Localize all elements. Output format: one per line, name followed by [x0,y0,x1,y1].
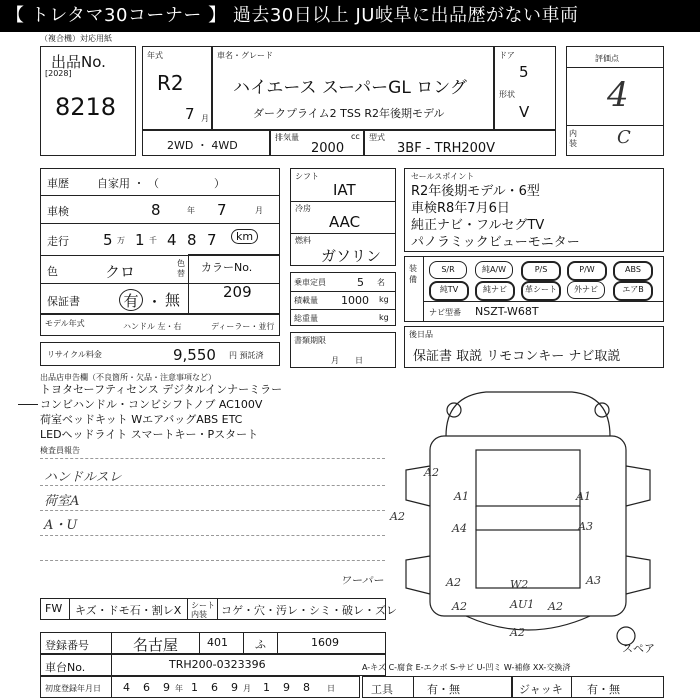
damage-mark: A3 [578,520,593,533]
after-sale-label: 後日品 [409,330,433,339]
lot-number: 8218 [55,93,117,121]
year-month: 7 [185,105,195,123]
warranty-selected: 有 [119,289,143,311]
inspection-month: 7 [217,201,227,219]
reg-date-digit: 6 [143,681,150,694]
header-title: 【 トレタマ30コーナー 】 過去30日以上 JU岐阜に出品歴がない車両 [6,5,579,26]
recycle-unit: 円 預託済 [229,351,264,360]
weight-unit: kg [379,313,389,322]
tools-box [362,676,512,698]
notes-line: LEDヘッドライト スマートキー・Pスタート [40,428,259,441]
lot-label: 出品No. [51,53,106,71]
displacement-value: 2000 [311,141,345,156]
defect-interior: コゲ・穴・汚レ・シミ・破レ・ズレ [221,604,397,617]
registration-city: 名古屋 [133,636,179,654]
inspector-label: 検査員報告 [40,446,80,455]
shape-label: 形状 [499,90,515,99]
load-label: 積載量 [294,296,318,305]
recycle-value: 9,550 [173,346,216,364]
diagram-side-label: A2 [424,466,439,479]
damage-mark: A2 [452,600,467,613]
year-era: R2 [157,71,184,95]
jack-label: ジャッキ [519,683,563,696]
notes-line: トヨタセーフティセンス デジタルインナーミラー [40,383,283,396]
inspector-line: A・U [44,518,78,533]
drive-value: 2WD ・ 4WD [167,139,238,152]
displacement-unit: cc [351,132,360,141]
inspector-line: ハンドルスレ [44,470,122,485]
displacement-label: 排気量 [275,133,299,142]
reg-date-digit: 8 [303,681,310,694]
inspection-label: 車検 [47,205,69,218]
defect-seat-label: シート内装 [191,601,215,619]
model-type-box [364,130,556,156]
reg-date-digit: 9 [283,681,290,694]
registration-class: 401 [207,636,228,649]
mileage-digit-4: 8 [187,231,197,249]
sales-point-lines [411,183,580,251]
equip-tv: 純TV [429,281,469,301]
sales-point-line: 車検R8年7月6日 [411,201,510,216]
sales-point-line: 純正ナビ・フルセグTV [411,218,545,233]
color-label: 色 [47,265,58,278]
lot-box [40,46,136,156]
year-month-unit: 月 [201,114,209,123]
equip-power-steering: P/S [521,261,561,281]
year-label: 年式 [147,51,163,60]
equip-sunroof: S/R [429,261,467,279]
color-value: クロ [105,263,136,281]
color-change-label: 色替 [177,259,185,278]
damage-mark: A2 [390,510,405,523]
sales-point-label: セールスポイント [411,172,475,181]
fuel-value: ガソリン [321,247,382,265]
reg-date-unit: 月 [243,684,251,693]
warranty-none: 無 [165,291,181,309]
equip-aftermarket-navi: 外ナビ [567,281,605,299]
shift-label: シフト [295,172,319,181]
diagram-side-label: ワーパー [340,574,384,587]
car-damage-diagram [396,380,686,650]
shape-value: V [519,103,530,121]
registration-kana: ふ [255,638,266,651]
year-box [142,46,212,130]
damage-mark: A2 [548,600,563,613]
weight-label: 総重量 [294,314,318,323]
doc-deadline-label: 書類期限 [294,336,326,345]
mileage-digit-2: 1 [135,231,145,249]
mechanical-box [290,168,396,266]
history-value: 自家用 ・ （ ） [97,177,225,190]
reg-date-digit: 1 [263,681,270,694]
ac-value: AAC [329,213,361,231]
ac-label: 冷房 [295,204,311,213]
color-code-label: カラーNo. [201,261,253,274]
reg-date-digit: 6 [211,681,218,694]
sales-point-line: R2年後期モデル・6型 [411,184,540,199]
after-sale-box [404,326,664,368]
damage-mark: A3 [586,574,601,587]
defects-row [40,598,397,620]
defect-exterior: キズ・ドモ石・割レX [75,604,182,617]
navi-value: NSZT-W68T [475,305,539,318]
damage-mark: A4 [452,522,467,535]
damage-mark: W2 [510,578,529,591]
load-value: 1000 [341,294,369,307]
score-value: 4 [607,75,629,115]
tools-value: 有・無 [427,683,460,696]
handle-value: ハンドル 左・右 [123,322,182,331]
model-label: 車名・グレード [217,51,273,60]
model-sub: ダークプライム2 TSS R2年後期モデル [253,107,445,120]
model-type-value: 3BF - TRH200V [397,141,496,156]
displacement-box [270,130,364,156]
chassis-value: TRH200-0323396 [169,658,266,671]
mileage-unit: km [231,229,258,244]
registration-label: 登録番号 [45,639,89,652]
dealer-value: ディーラー・並行 [211,322,275,331]
equip-alloy-wheel: 純A/W [475,261,513,279]
mileage-digit-1: 5 [103,231,113,249]
doors-value: 5 [519,63,529,81]
notes-line: 荷室ベッドキット WエアバッグABS ETC [40,413,243,426]
score-box [566,46,664,156]
doors-label: ドア [499,51,515,60]
inspection-year-unit: 年 [187,206,195,215]
capacity-unit: 名 [377,278,385,287]
navi-label: ナビ型番 [429,308,461,317]
fuel-label: 燃料 [295,236,311,245]
damage-mark: AU1 [510,598,535,611]
chassis-row [40,654,386,676]
equip-abs: ABS [613,261,653,281]
reg-date-digit: 9 [231,681,238,694]
notes-line: コンビハンドル・コンビシフトノブ AC100V [40,398,263,411]
model-year-label: モデル年式 [45,319,85,328]
damage-mark: A1 [576,490,591,503]
reg-date-label: 初度登録年月日 [45,684,101,693]
warranty-dot: ・ [147,293,163,311]
capacity-value: 5 [357,276,364,289]
top-note: （複合機）対応用紙 [40,34,112,43]
mileage-digit-3: 4 [167,231,177,249]
equip-navi: 純ナビ [475,281,515,301]
damage-mark: A1 [454,490,469,503]
model-type-label: 型式 [369,133,385,142]
mileage-label: 走行 [47,235,69,248]
color-code-value: 209 [223,283,252,301]
model-box [212,46,494,130]
reg-date-digit: 4 [123,681,130,694]
recycle-label: リサイクル料金 [47,350,102,359]
notes-lines [40,382,282,442]
capacity-label: 乗車定員 [294,278,326,287]
mileage-unit-man: 万 [117,236,125,245]
registration-number: 1609 [311,636,339,649]
registration-row [40,632,386,654]
notes-label: 出品店申告欄（不良箇所・欠品・注意事項など） [40,373,216,382]
header-banner [0,0,700,32]
equipment-label: 装備 [409,264,417,284]
model-year-row [40,314,280,336]
tools-label: 工具 [371,683,393,696]
doors-box [494,46,556,130]
jack-box [512,676,664,698]
defect-fw: FW [45,602,63,615]
mileage-unit-sen: 千 [149,236,157,245]
model-name: ハイエース スーパーGL ロング [233,78,467,98]
reg-date-unit: 日 [327,684,335,693]
drive-box [142,130,270,156]
sales-point-line: パノラミックビューモニター [411,235,580,250]
mileage-digit-5: 7 [207,231,217,249]
score-label: 評価点 [595,54,619,63]
chassis-label: 車台No. [45,661,86,674]
inspection-month-unit: 月 [255,206,263,215]
after-sale-items: 保証書 取説 リモコンキー ナビ取説 [413,349,621,364]
reg-date-digit: 1 [191,681,198,694]
equipment-box [404,256,664,322]
spare-label: スペア [622,642,655,655]
initial-reg-row [40,676,360,698]
jack-value: 有・無 [587,683,620,696]
capacity-box [290,272,396,326]
equip-leather-seat: 革シート [521,281,561,301]
reg-date-unit: 年 [175,684,183,693]
equip-airbag: エアB [613,281,653,301]
warranty-label: 保証書 [47,295,80,308]
equip-power-window: P/W [567,261,607,281]
damage-mark: A2 [510,626,525,639]
inspection-year: 8 [151,201,161,219]
doc-deadline-unit: 月 日 [331,356,363,365]
interior-label: 内装 [569,129,577,148]
load-unit: kg [379,295,389,304]
inspector-line: 荷室A [44,494,80,509]
color-code-box [188,254,280,314]
damage-legend: A-キズ C-腐食 E-エクボ S-サビ U-凹ミ W-補修 XX-交換済 [362,663,571,672]
reg-date-digit: 9 [163,681,170,694]
history-label: 車歴 [47,177,69,190]
damage-mark: A2 [446,576,461,589]
sales-point-box [404,168,664,252]
recycle-box [40,342,280,366]
lot-code: [2028] [45,69,72,78]
interior-value: C [617,127,631,148]
doc-deadline-box [290,332,396,368]
shift-value: IAT [333,181,356,199]
